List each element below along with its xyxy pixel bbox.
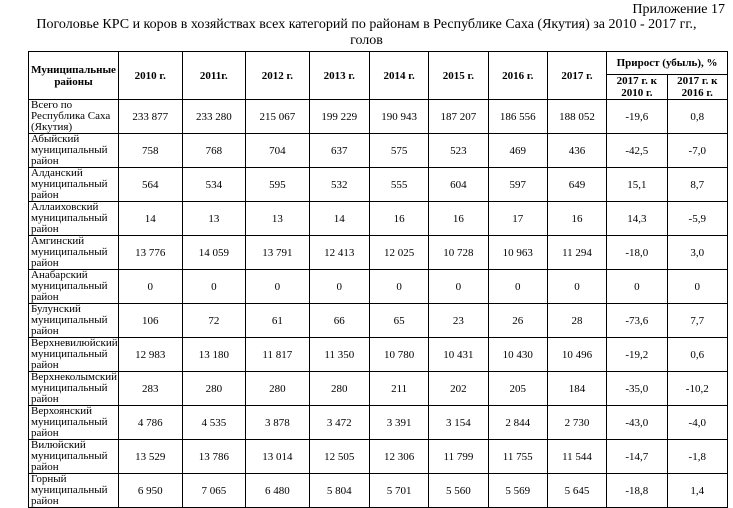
table-body bbox=[29, 100, 728, 508]
district-name: Алданский муниципальный район bbox=[29, 168, 119, 202]
year-value: 13 529 bbox=[119, 440, 183, 474]
growth-value: 7,7 bbox=[667, 304, 727, 338]
district-name: Верхоянский муниципальный район bbox=[29, 406, 119, 440]
year-value: 11 799 bbox=[429, 440, 488, 474]
year-value: 3 472 bbox=[309, 406, 369, 440]
year-value: 280 bbox=[309, 372, 369, 406]
year-value: 5 804 bbox=[309, 474, 369, 508]
year-value: 575 bbox=[369, 134, 428, 168]
growth-value: -19,6 bbox=[607, 100, 667, 134]
header-year: 2011г. bbox=[182, 52, 246, 100]
district-name: Амгинский муниципальный район bbox=[29, 236, 119, 270]
district-name: Вилюйский муниципальный район bbox=[29, 440, 119, 474]
growth-value: 3,0 bbox=[667, 236, 727, 270]
table-row bbox=[29, 168, 728, 202]
year-value: 190 943 bbox=[369, 100, 428, 134]
year-value: 469 bbox=[488, 134, 547, 168]
year-value: 758 bbox=[119, 134, 183, 168]
year-value: 0 bbox=[369, 270, 428, 304]
year-value: 523 bbox=[429, 134, 488, 168]
header-year: 2017 г. bbox=[547, 52, 606, 100]
year-value: 199 229 bbox=[309, 100, 369, 134]
year-value: 2 844 bbox=[488, 406, 547, 440]
table-row bbox=[29, 202, 728, 236]
year-value: 10 963 bbox=[488, 236, 547, 270]
header-district: Муниципальные районы bbox=[29, 52, 119, 100]
table-row bbox=[29, 372, 728, 406]
year-value: 13 014 bbox=[246, 440, 310, 474]
year-value: 3 154 bbox=[429, 406, 488, 440]
table-row bbox=[29, 474, 728, 508]
year-value: 14 bbox=[119, 202, 183, 236]
year-value: 11 755 bbox=[488, 440, 547, 474]
district-name: Верхневилюйский муниципальный район bbox=[29, 338, 119, 372]
year-value: 14 bbox=[309, 202, 369, 236]
year-value: 4 535 bbox=[182, 406, 246, 440]
year-value: 597 bbox=[488, 168, 547, 202]
year-value: 604 bbox=[429, 168, 488, 202]
year-value: 106 bbox=[119, 304, 183, 338]
growth-value: -5,9 bbox=[667, 202, 727, 236]
year-value: 10 780 bbox=[369, 338, 428, 372]
table-row bbox=[29, 100, 728, 134]
year-value: 2 730 bbox=[547, 406, 606, 440]
year-value: 280 bbox=[246, 372, 310, 406]
district-name: Аллаиховский муниципальный район bbox=[29, 202, 119, 236]
year-value: 16 bbox=[547, 202, 606, 236]
year-value: 28 bbox=[547, 304, 606, 338]
year-value: 211 bbox=[369, 372, 428, 406]
year-value: 186 556 bbox=[488, 100, 547, 134]
year-value: 10 496 bbox=[547, 338, 606, 372]
year-value: 17 bbox=[488, 202, 547, 236]
growth-value: -4,0 bbox=[667, 406, 727, 440]
growth-value: -18,0 bbox=[607, 236, 667, 270]
year-value: 280 bbox=[182, 372, 246, 406]
year-value: 11 294 bbox=[547, 236, 606, 270]
year-value: 6 950 bbox=[119, 474, 183, 508]
growth-value: -19,2 bbox=[607, 338, 667, 372]
table-row bbox=[29, 338, 728, 372]
year-value: 202 bbox=[429, 372, 488, 406]
year-value: 65 bbox=[369, 304, 428, 338]
year-value: 564 bbox=[119, 168, 183, 202]
year-value: 72 bbox=[182, 304, 246, 338]
appendix-label: Приложение 17 bbox=[632, 2, 725, 17]
district-name: Верхнеколымский муниципальный район bbox=[29, 372, 119, 406]
year-value: 66 bbox=[309, 304, 369, 338]
year-value: 4 786 bbox=[119, 406, 183, 440]
header-growth-2016: 2017 г. к 2016 г. bbox=[667, 75, 727, 100]
year-value: 11 817 bbox=[246, 338, 310, 372]
district-name: Анабарский муниципальный район bbox=[29, 270, 119, 304]
year-value: 637 bbox=[309, 134, 369, 168]
year-value: 16 bbox=[369, 202, 428, 236]
year-value: 0 bbox=[309, 270, 369, 304]
year-value: 26 bbox=[488, 304, 547, 338]
growth-value: -18,8 bbox=[607, 474, 667, 508]
year-value: 12 025 bbox=[369, 236, 428, 270]
year-value: 3 391 bbox=[369, 406, 428, 440]
year-value: 704 bbox=[246, 134, 310, 168]
year-value: 10 728 bbox=[429, 236, 488, 270]
year-value: 6 480 bbox=[246, 474, 310, 508]
growth-value: -7,0 bbox=[667, 134, 727, 168]
year-value: 0 bbox=[488, 270, 547, 304]
year-value: 768 bbox=[182, 134, 246, 168]
year-value: 13 180 bbox=[182, 338, 246, 372]
title-line-2: голов bbox=[350, 33, 383, 48]
growth-value: -73,6 bbox=[607, 304, 667, 338]
growth-value: -35,0 bbox=[607, 372, 667, 406]
header-growth-2010: 2017 г. к 2010 г. bbox=[607, 75, 667, 100]
year-value: 187 207 bbox=[429, 100, 488, 134]
year-value: 283 bbox=[119, 372, 183, 406]
growth-value: 8,7 bbox=[667, 168, 727, 202]
year-value: 0 bbox=[182, 270, 246, 304]
growth-value: -1,8 bbox=[667, 440, 727, 474]
title-line-1: Поголовье КРС и коров в хозяйствах всех категорий по районам в Республике Саха (Якутия) за 2010 - 2017 гг., bbox=[36, 17, 697, 32]
year-value: 534 bbox=[182, 168, 246, 202]
year-value: 205 bbox=[488, 372, 547, 406]
year-value: 0 bbox=[119, 270, 183, 304]
year-value: 233 877 bbox=[119, 100, 183, 134]
year-value: 12 306 bbox=[369, 440, 428, 474]
year-value: 10 430 bbox=[488, 338, 547, 372]
year-value: 12 505 bbox=[309, 440, 369, 474]
district-name: Абыйский муниципальный район bbox=[29, 134, 119, 168]
growth-value: 15,1 bbox=[607, 168, 667, 202]
page-title bbox=[0, 17, 733, 49]
year-value: 12 983 bbox=[119, 338, 183, 372]
year-value: 16 bbox=[429, 202, 488, 236]
header-growth: Прирост (убыль), % bbox=[607, 52, 728, 75]
growth-value: 0 bbox=[667, 270, 727, 304]
year-value: 5 569 bbox=[488, 474, 547, 508]
year-value: 0 bbox=[246, 270, 310, 304]
growth-value: 0 bbox=[607, 270, 667, 304]
header-year: 2015 г. bbox=[429, 52, 488, 100]
district-name: Всего по Республика Саха (Якутия) bbox=[29, 100, 119, 134]
header-year: 2014 г. bbox=[369, 52, 428, 100]
year-value: 233 280 bbox=[182, 100, 246, 134]
growth-value: -42,5 bbox=[607, 134, 667, 168]
year-value: 13 786 bbox=[182, 440, 246, 474]
growth-value: 1,4 bbox=[667, 474, 727, 508]
year-value: 215 067 bbox=[246, 100, 310, 134]
year-value: 12 413 bbox=[309, 236, 369, 270]
year-value: 13 791 bbox=[246, 236, 310, 270]
growth-value: -43,0 bbox=[607, 406, 667, 440]
header-year: 2016 г. bbox=[488, 52, 547, 100]
header-year: 2012 г. bbox=[246, 52, 310, 100]
table-row bbox=[29, 270, 728, 304]
year-value: 10 431 bbox=[429, 338, 488, 372]
year-value: 555 bbox=[369, 168, 428, 202]
growth-value: 0,8 bbox=[667, 100, 727, 134]
year-value: 7 065 bbox=[182, 474, 246, 508]
year-value: 649 bbox=[547, 168, 606, 202]
year-value: 595 bbox=[246, 168, 310, 202]
year-value: 5 701 bbox=[369, 474, 428, 508]
livestock-table bbox=[28, 51, 728, 508]
year-value: 23 bbox=[429, 304, 488, 338]
year-value: 184 bbox=[547, 372, 606, 406]
district-name: Булунский муниципальный район bbox=[29, 304, 119, 338]
table-row bbox=[29, 406, 728, 440]
year-value: 11 350 bbox=[309, 338, 369, 372]
year-value: 13 776 bbox=[119, 236, 183, 270]
year-value: 5 645 bbox=[547, 474, 606, 508]
year-value: 532 bbox=[309, 168, 369, 202]
year-value: 14 059 bbox=[182, 236, 246, 270]
growth-value: -10,2 bbox=[667, 372, 727, 406]
growth-value: 14,3 bbox=[607, 202, 667, 236]
year-value: 13 bbox=[182, 202, 246, 236]
header-year: 2013 г. bbox=[309, 52, 369, 100]
year-value: 3 878 bbox=[246, 406, 310, 440]
table-row bbox=[29, 236, 728, 270]
year-value: 436 bbox=[547, 134, 606, 168]
table-row bbox=[29, 304, 728, 338]
table-row bbox=[29, 134, 728, 168]
header-year: 2010 г. bbox=[119, 52, 183, 100]
growth-value: 0,6 bbox=[667, 338, 727, 372]
year-value: 0 bbox=[429, 270, 488, 304]
year-value: 0 bbox=[547, 270, 606, 304]
year-value: 11 544 bbox=[547, 440, 606, 474]
table-row bbox=[29, 440, 728, 474]
year-value: 188 052 bbox=[547, 100, 606, 134]
growth-value: -14,7 bbox=[607, 440, 667, 474]
district-name: Горный муниципальный район bbox=[29, 474, 119, 508]
year-value: 61 bbox=[246, 304, 310, 338]
year-value: 13 bbox=[246, 202, 310, 236]
year-value: 5 560 bbox=[429, 474, 488, 508]
